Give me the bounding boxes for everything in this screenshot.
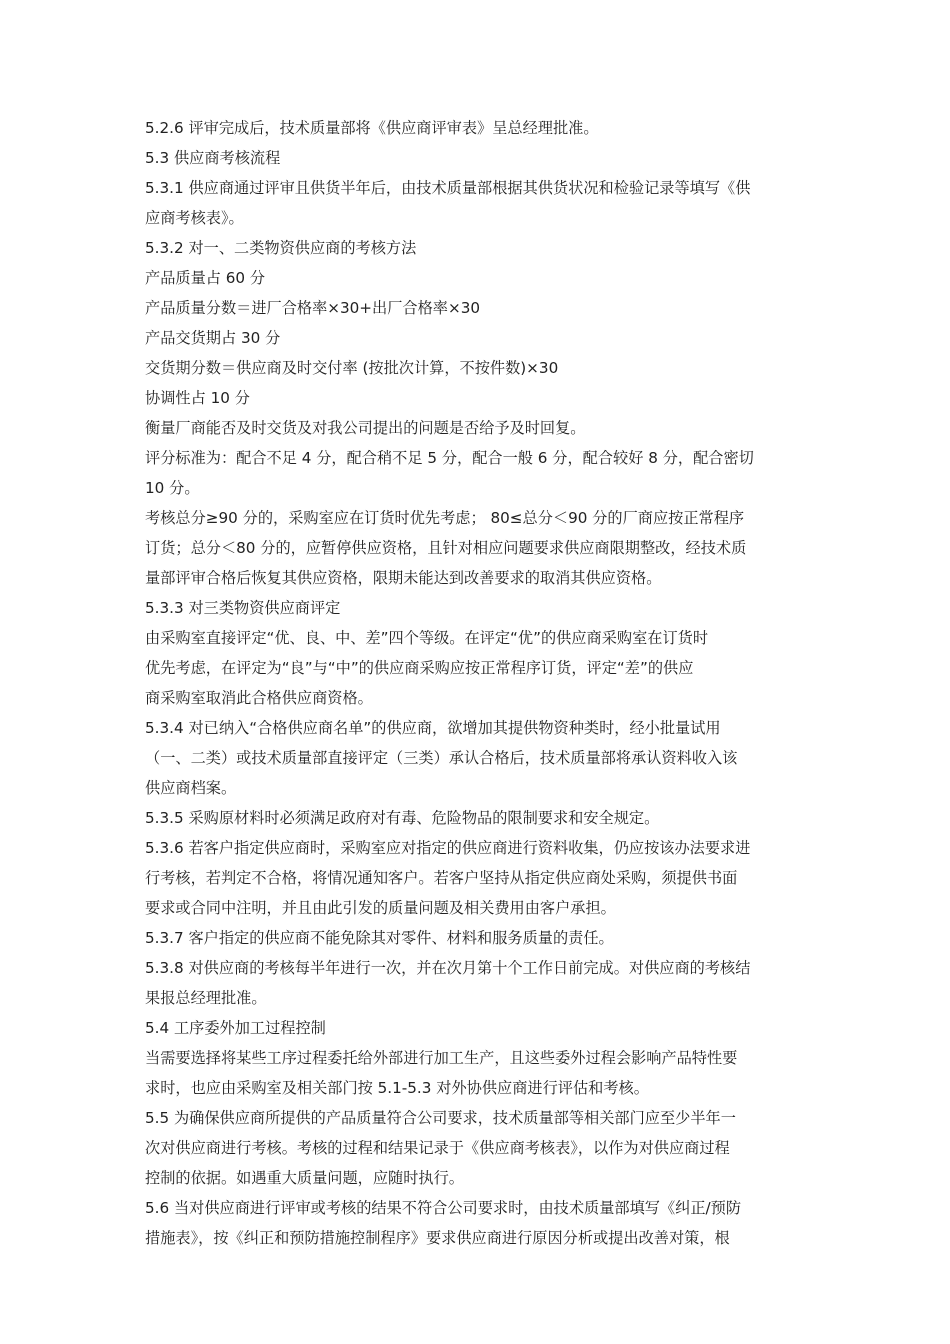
document-page <box>145 113 815 1253</box>
text-line: 果报总经理批准。 <box>145 989 267 1007</box>
text-line: 由采购室直接评定“优、良、中、差”四个等级。在评定“优”的供应商采购室在订货时 <box>145 629 709 647</box>
text-line: 评分标准为：配合不足 4 分，配合稍不足 5 分，配合一般 6 分，配合较好 8 分，配合密切 <box>145 449 754 467</box>
text-line: 要求或合同中注明，并且由此引发的质量问题及相关费用由客户承担。 <box>145 899 616 917</box>
text-line: 行考核，若判定不合格，将情况通知客户。若客户坚持从指定供应商处采购，须提供书面 <box>145 869 738 887</box>
text-line: 5.3.6 若客户指定供应商时，采购室应对指定的供应商进行资料收集，仍应按该办法要求进 <box>145 839 751 857</box>
text-line: 应商考核表》。 <box>145 209 244 227</box>
text-line: 5.3.5 采购原材料时必须满足政府对有毒、危险物品的限制要求和安全规定。 <box>145 809 660 827</box>
text-line: 控制的依据。如遇重大质量问题，应随时执行。 <box>145 1169 464 1187</box>
text-line: 协调性占 10 分 <box>145 389 250 407</box>
text-line: 措施表》，按《纠正和预防措施控制程序》要求供应商进行原因分析或提出改善对策，根 <box>145 1229 730 1247</box>
text-line: 产品质量分数＝进厂合格率×30+出厂合格率×30 <box>145 299 481 317</box>
text-line: 5.3.7 客户指定的供应商不能免除其对零件、材料和服务质量的责任。 <box>145 929 614 947</box>
text-line: 产品交货期占 30 分 <box>145 329 281 347</box>
text-line: （一、二类）或技术质量部直接评定（三类）承认合格后，技术质量部将承认资料收入该 <box>145 749 738 767</box>
text-line: 次对供应商进行考核。考核的过程和结果记录于《供应商考核表》，以作为对供应商过程 <box>145 1139 730 1157</box>
text-line: 5.3.3 对三类物资供应商评定 <box>145 599 341 617</box>
text-line: 交货期分数＝供应商及时交付率 (按批次计算，不按件数)×30 <box>145 359 559 377</box>
text-line: 5.2.6 评审完成后，技术质量部将《供应商评审表》呈总经理批准。 <box>145 119 599 137</box>
text-line: 考核总分≥90 分的，采购室应在订货时优先考虑； 80≤总分＜90 分的厂商应按正常程序 <box>145 509 745 527</box>
text-line: 产品质量占 60 分 <box>145 269 266 287</box>
text-line: 衡量厂商能否及时交货及对我公司提出的问题是否给予及时回复。 <box>145 419 586 437</box>
text-line: 5.3.8 对供应商的考核每半年进行一次，并在次月第十个工作日前完成。对供应商的考核结 <box>145 959 751 977</box>
text-line: 求时，也应由采购室及相关部门按 5.1-5.3 对外协供应商进行评估和考核。 <box>145 1079 649 1097</box>
section-heading: 5.3 供应商考核流程 <box>145 149 281 167</box>
text-line: 5.6 当对供应商进行评审或考核的结果不符合公司要求时，由技术质量部填写《纠正/预防 <box>145 1199 742 1217</box>
section-heading: 5.4 工序委外加工过程控制 <box>145 1019 326 1037</box>
text-line: 供应商档案。 <box>145 779 237 797</box>
text-line: 10 分。 <box>145 479 200 497</box>
text-line: 量部评审合格后恢复其供应资格，限期未能达到改善要求的取消其供应资格。 <box>145 569 662 587</box>
text-line: 订货；总分＜80 分的，应暂停供应资格，且针对相应问题要求供应商限期整改，经技术质 <box>145 539 747 557</box>
text-line: 5.3.1 供应商通过评审且供货半年后，由技术质量部根据其供货状况和检验记录等填写《供 <box>145 179 751 197</box>
text-line: 5.5 为确保供应商所提供的产品质量符合公司要求，技术质量部等相关部门应至少半年一 <box>145 1109 736 1127</box>
text-line: 5.3.4 对已纳入“合格供应商名单”的供应商，欲增加其提供物资种类时，经小批量试用 <box>145 719 721 737</box>
text-line: 当需要选择将某些工序过程委托给外部进行加工生产，且这些委外过程会影响产品特性要 <box>145 1049 738 1067</box>
text-line: 5.3.2 对一、二类物资供应商的考核方法 <box>145 239 417 257</box>
text-line: 商采购室取消此合格供应商资格。 <box>145 689 373 707</box>
text-line: 优先考虑，在评定为“良”与“中”的供应商采购应按正常程序订货，评定“差”的供应 <box>145 659 694 677</box>
